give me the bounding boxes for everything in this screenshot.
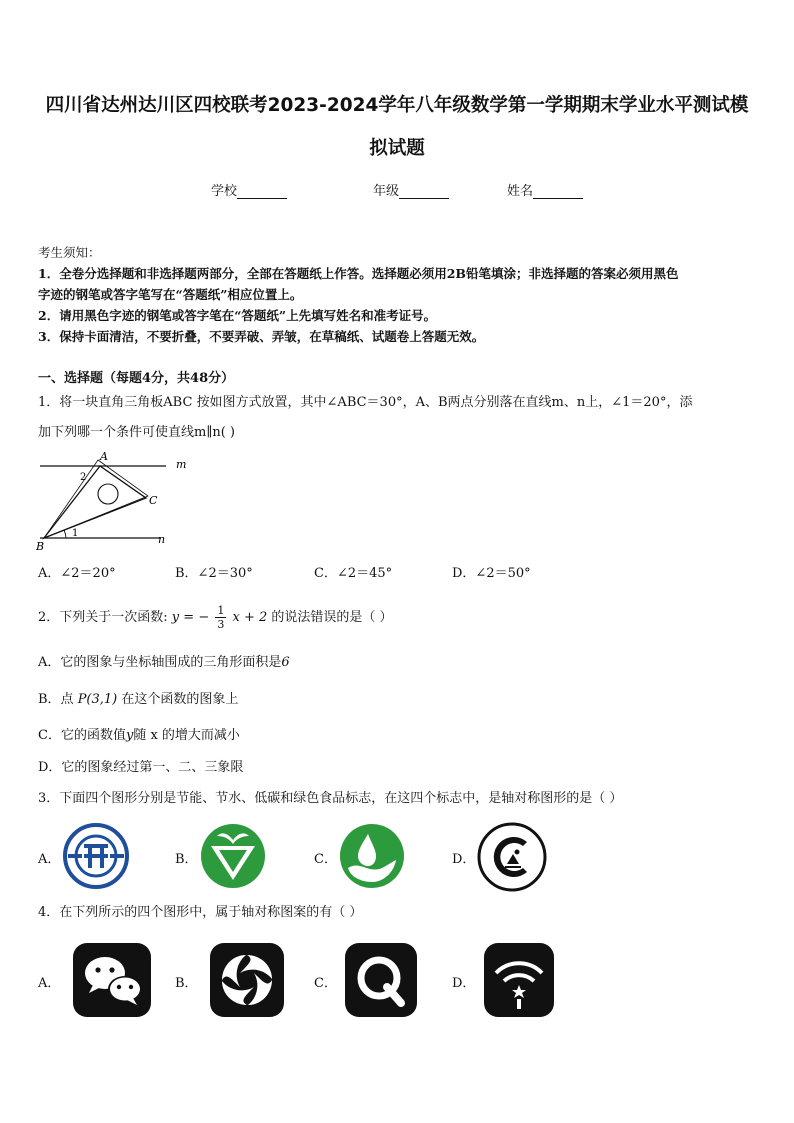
notice-item-1: 1．全卷分选择题和非选择题两部分，全部在答题纸上作答。选择题必须用2B铅笔填涂；非选择题的答案必须用黑色 bbox=[38, 266, 679, 281]
notice-item-3: 3．保持卡面清洁，不要折叠，不要弄破、弄皱，在草稿纸、试题卷上答题无效。 bbox=[38, 329, 485, 344]
water-saving-logo-icon[interactable] bbox=[199, 822, 267, 890]
grade-label: 年级 bbox=[373, 184, 400, 199]
school-label: 学校 bbox=[211, 184, 238, 199]
q4-label-c[interactable]: C． bbox=[314, 976, 337, 991]
notice-item-2: 2．请用黑色字迹的钢笔或答字笔在“答题纸”上先填写姓名和准考证号。 bbox=[38, 308, 437, 323]
q2-option-c-math: y bbox=[125, 728, 134, 743]
q2-option-b-post: 在这个函数的图象上 bbox=[117, 692, 239, 707]
notice-heading: 考生须知： bbox=[38, 245, 101, 260]
energy-saving-logo-icon[interactable] bbox=[62, 822, 130, 890]
label-b: B bbox=[36, 540, 45, 552]
q1-option-a[interactable]: A．∠2＝20° bbox=[38, 566, 116, 581]
q2-option-d[interactable] bbox=[38, 757, 758, 779]
name-field bbox=[507, 180, 583, 199]
q4-label-d[interactable]: D． bbox=[452, 976, 476, 991]
label-angle-2: 2 bbox=[80, 472, 87, 483]
grade-blank bbox=[399, 184, 449, 199]
label-m: m bbox=[176, 458, 187, 471]
label-n: n bbox=[158, 533, 166, 546]
name-label: 姓名 bbox=[507, 184, 534, 199]
q1-line-2: 加下列哪一个条件可使直线m∥n( ) bbox=[38, 425, 235, 440]
wechat-logo-icon[interactable] bbox=[73, 943, 151, 1017]
notice-item-1-cont: 字迹的钢笔或答字笔写在“答题纸”相应位置上。 bbox=[38, 287, 303, 302]
q1-triangle-figure bbox=[36, 452, 192, 552]
angle-1-arc bbox=[64, 530, 66, 538]
q2-option-b-math: P(3,1) bbox=[77, 692, 118, 707]
q2-option-c-text: C．它的函数值 bbox=[38, 728, 126, 743]
q1-line-1: 1．将一块直角三角板ABC 按如图方式放置，其中∠ABC＝30°，A、B两点分别落在直线m、n上，∠1＝20°，添 bbox=[38, 395, 693, 410]
q4-label-b[interactable]: B． bbox=[175, 976, 198, 991]
green-food-logo-icon[interactable] bbox=[477, 822, 547, 892]
q2-frac-num: 1 bbox=[217, 604, 225, 617]
label-a: A bbox=[100, 452, 108, 463]
q2-eq-y: y bbox=[171, 610, 180, 625]
low-carbon-logo-icon[interactable] bbox=[338, 822, 406, 890]
q2-option-c-post: 随 x 的增大而减小 bbox=[133, 728, 240, 743]
school-blank bbox=[237, 184, 287, 199]
q-logo-icon[interactable] bbox=[345, 943, 417, 1017]
q2-suffix: 的说法错误的是（ ） bbox=[271, 610, 393, 625]
q2-prefix: 2．下列关于一次函数: bbox=[38, 610, 168, 625]
question-3-text: 3．下面四个图形分别是节能、节水、低碳和绿色食品标志，在这四个标志中，是轴对称图形的是（ ） bbox=[38, 791, 623, 806]
q3-label-d[interactable]: D． bbox=[452, 852, 476, 867]
q4-label-a[interactable]: A． bbox=[38, 976, 61, 991]
triangle-abc bbox=[44, 466, 146, 538]
q2-option-c[interactable] bbox=[38, 725, 758, 747]
q2-option-a-text: A．它的图象与坐标轴围成的三角形面积是 bbox=[38, 655, 282, 670]
question-4-text: 4．在下列所示的四个图形中，属于轴对称图案的有（ ） bbox=[38, 905, 363, 920]
question-2-text bbox=[38, 604, 758, 631]
label-angle-1: 1 bbox=[72, 528, 79, 539]
q3-label-a[interactable]: A． bbox=[38, 852, 61, 867]
q2-eq-eq: = − bbox=[183, 610, 210, 625]
q1-option-c[interactable]: C．∠2＝45° bbox=[314, 566, 393, 581]
q2-option-a-math: 6 bbox=[281, 655, 290, 670]
title-line-1: 四川省达州达川区四校联考2023-2024学年八年级数学第一学期期末学业水平测试模 bbox=[45, 95, 749, 116]
q2-fraction bbox=[215, 604, 226, 631]
swirl-logo-icon[interactable] bbox=[210, 943, 284, 1017]
page-title bbox=[30, 84, 764, 170]
q2-eq-rest: x + 2 bbox=[232, 610, 268, 625]
q3-label-c[interactable]: C． bbox=[314, 852, 337, 867]
q2-option-a[interactable] bbox=[38, 652, 758, 674]
label-c: C bbox=[149, 494, 158, 507]
q2-option-b-text: B．点 bbox=[38, 692, 78, 707]
name-blank bbox=[533, 184, 583, 199]
q2-option-d-text: D．它的图象经过第一、二、三象限 bbox=[38, 760, 244, 775]
section-heading: 一、选择题（每题4分，共48分） bbox=[38, 371, 235, 386]
school-field bbox=[211, 180, 287, 199]
q2-option-b[interactable] bbox=[38, 689, 758, 711]
q3-label-b[interactable]: B． bbox=[175, 852, 198, 867]
grade-field bbox=[373, 180, 449, 199]
question-1-text bbox=[38, 392, 758, 444]
q1-option-b[interactable]: B．∠2＝30° bbox=[175, 566, 253, 581]
title-line-2: 拟试题 bbox=[369, 138, 425, 159]
q2-frac-den: 3 bbox=[217, 618, 225, 631]
triangle-hole bbox=[98, 484, 118, 504]
wifi-star-logo-icon[interactable] bbox=[484, 943, 554, 1017]
notice-block bbox=[38, 242, 758, 347]
q1-option-d[interactable]: D．∠2＝50° bbox=[452, 566, 531, 581]
